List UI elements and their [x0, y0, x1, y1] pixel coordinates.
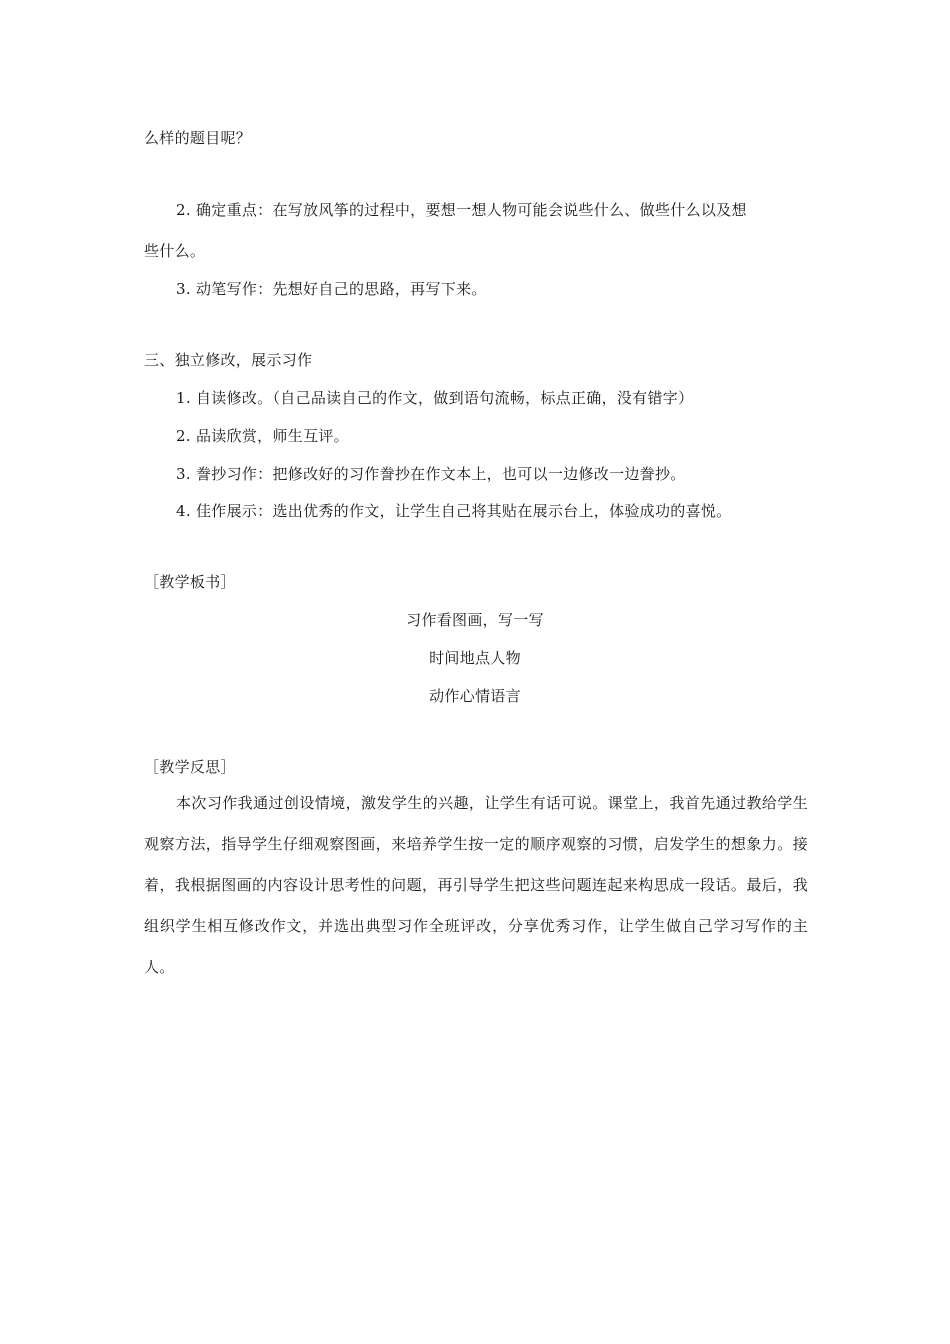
step-2-line-1: 2. 确定重点：在写放风筝的过程中，要想一想人物可能会说些什么、做些什么以及想 — [176, 201, 747, 219]
continuation-line: 么样的题目呢？ — [144, 129, 252, 147]
board-heading: ［教学板书］ — [144, 573, 236, 591]
reflection-paragraph: 本次习作我通过创设情境，激发学生的兴趣，让学生有话可说。课堂上，我首先通过教给学生观察方法，指导学生仔细观察图画，来培养学生按一定的顺序观察的习惯，启发学生的想象力。接着，我根据图画的内容设计思考性的问题，再引导学生把这些问题连起来构思成一段话。最后，我组织学生相互修改作文，并选出典型习作全班评改，分享优秀习作，让学生做自己学习写作的主人。 — [144, 794, 808, 976]
step-2-line-2: 些什么。 — [144, 242, 206, 260]
section-3-heading: 三、独立修改，展示习作 — [144, 351, 313, 369]
section-3-item-1: 1. 自读修改。（自己品读自己的作文，做到语句流畅，标点正确，没有错字） — [176, 389, 694, 407]
board-line-1: 习作看图画，写一写 — [406, 611, 544, 629]
section-3-item-4: 4. 佳作展示：选出优秀的作文，让学生自己将其贴在展示台上，体验成功的喜悦。 — [176, 502, 732, 520]
board-line-3: 动作心情语言 — [429, 687, 521, 705]
reflection-heading: ［教学反思］ — [144, 758, 236, 776]
section-3-item-2: 2. 品读欣赏，师生互评。 — [176, 427, 349, 445]
step-3: 3. 动笔写作：先想好自己的思路，再写下来。 — [176, 280, 487, 298]
board-line-2: 时间地点人物 — [429, 649, 521, 667]
section-3-item-3: 3. 誊抄习作：把修改好的习作誊抄在作文本上，也可以一边修改一边誊抄。 — [176, 465, 686, 483]
